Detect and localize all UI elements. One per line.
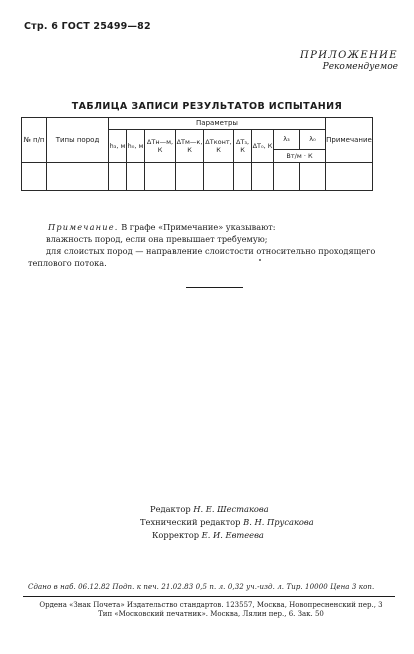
printer-info [22, 601, 400, 619]
printer-line: Тип «Московский печатник». Москва, Лялин пер., 6. Зак. 50 [98, 610, 324, 618]
note-line: теплового потока. [28, 258, 107, 268]
printer-line: Ордена «Знак Почета» Издательство стандартов. 123557, Москва, Новопресненский пер., 3 [39, 601, 383, 609]
col-rock-types-header: Типы пород [47, 118, 109, 163]
param-header: ΔTм—к, К [176, 130, 204, 163]
note-label: Примечание. [48, 222, 119, 232]
appendix-title: ПРИЛОЖЕНИЕ [300, 50, 398, 61]
table-row [22, 163, 373, 191]
print-speck [259, 259, 261, 261]
table-cell [145, 163, 176, 191]
table-cell [109, 163, 127, 191]
param-header: λ₀ [300, 130, 326, 150]
col-parameters-header: Параметры [109, 118, 326, 130]
table-note [28, 221, 398, 269]
imprint-line: Сдано в наб. 06.12.82 Подп. к печ. 21.02.83 0,5 п. л. 0,32 уч.-изд. л. Тир. 10000 Цена 3 коп. [28, 583, 375, 591]
table-cell [47, 163, 109, 191]
credit-corrector: Корректор Е. И. Евтеева [152, 530, 264, 540]
param-header: ΔT₀, К [252, 130, 274, 163]
credit-tech-editor: Технический редактор В. Н. Прусакова [140, 517, 314, 527]
lambda-unit-header: Вт/м · К [274, 150, 326, 163]
credit-editor: Редактор Н. Е. Шестакова [150, 504, 269, 514]
results-table [21, 117, 373, 191]
table-cell [234, 163, 252, 191]
col-number-header: № п/п [22, 118, 47, 163]
table-cell [127, 163, 145, 191]
table-cell [204, 163, 234, 191]
table-cell [22, 163, 47, 191]
param-header: ΔTн—м, К [145, 130, 176, 163]
param-header: h₃, м [109, 130, 127, 163]
note-line: В графе «Примечание» указывают: [121, 222, 276, 232]
note-line: для слоистых пород — направление слоистости относительно проходящего [46, 246, 376, 256]
table-cell [300, 163, 326, 191]
param-header: λ₃ [274, 130, 300, 150]
col-note-header: Примечание [326, 118, 373, 163]
credits-block [140, 503, 314, 542]
appendix-heading [300, 50, 398, 72]
param-header: ΔT₃, К [234, 130, 252, 163]
table-cell [274, 163, 300, 191]
table-cell [176, 163, 204, 191]
param-header: ΔTконт, К [204, 130, 234, 163]
appendix-subtitle: Рекомендуемое [322, 62, 398, 72]
table-cell [326, 163, 373, 191]
table-cell [252, 163, 274, 191]
footer-rule [23, 596, 395, 597]
note-line: влажность пород, если она превышает требуемую; [46, 234, 268, 244]
page-header: Стр. 6 ГОСТ 25499—82 [24, 21, 151, 32]
param-header: h₀, м [127, 130, 145, 163]
section-separator [186, 287, 243, 288]
table-title: ТАБЛИЦА ЗАПИСИ РЕЗУЛЬТАТОВ ИСПЫТАНИЯ [71, 101, 343, 112]
